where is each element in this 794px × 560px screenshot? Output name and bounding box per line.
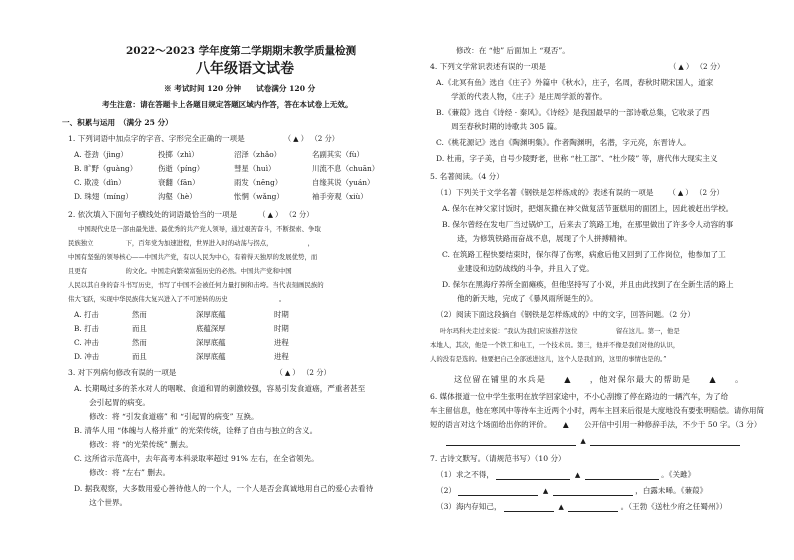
q6-line: 6. 媒体报道一位中学生张明在放学回家途中，不小心刮擦了停在路边的一辆汽车，为了给	[430, 392, 729, 401]
q2-opt: 深厚底蕴	[196, 338, 226, 347]
answer-blank[interactable]	[568, 503, 618, 512]
q2-passage-line: 且更有 的文化。中国走向繁荣富强历史的必然。中国共产党和中国	[68, 267, 292, 275]
q2-opt: D. 冲击	[74, 352, 100, 361]
q5-line: B. 保尔曾经在发电厂当过锅炉工，后来去了筑路工地，在那里做出了许多令人动容的事	[442, 220, 734, 229]
q5-line: 迹，为修筑铁路而奋战不息，展现了个人拼搏精神。	[442, 234, 632, 243]
q7-item	[436, 502, 727, 512]
q4-line: 周至春秋时期的诗歌共 305 篇。	[436, 122, 562, 131]
notice: 考生注意：请在答题卡上各题目规定答题区域内作答，答在本试卷上无效。	[102, 100, 353, 109]
answer-mark: ▲	[677, 189, 684, 197]
q2-opt: 然而	[132, 338, 147, 347]
q3-line: D. 据我观察，大多数用爱心善待他人的一个人，一个人是否会真诚地用自己的爱心去看待	[74, 484, 374, 493]
answer-blank[interactable]	[458, 487, 538, 496]
answer-mark: ▲	[580, 437, 586, 445]
q2-stem: 2. 依次填入下面句子横线处的词语最恰当的一项是 （ ▲ ） （2 分）	[68, 210, 314, 219]
q3-line: 会引起胃的病变。	[74, 398, 150, 407]
q2-opt: 时期	[274, 310, 289, 319]
q1-opt: D. 珠翅（míng）	[74, 192, 133, 201]
q4-line: C.《桃花源记》选自《陶渊明集》。作者陶渊明，名潜，字元亮，东晋诗人。	[436, 138, 691, 147]
q2-options	[74, 310, 374, 366]
answer-blank[interactable]	[446, 437, 576, 446]
q7-item-left: （1）求之不得，	[436, 470, 494, 479]
q3-stem-text: 3. 对下列病句修改有误的一项是	[68, 368, 177, 377]
answer-blank[interactable]	[585, 471, 659, 480]
q4-line: 学派的代表人物，《庄子》是庄周学派的著作。	[436, 92, 607, 101]
q2-opt: 深厚底蕴	[196, 352, 226, 361]
q4-line: D. 杜甫，字子美，自号少陵野老，世称 “杜工部”、“杜少陵” 等，唐代伟大现实主义	[436, 154, 718, 163]
q1-opt: 自缘其说（yuán）	[312, 178, 375, 187]
q1-opt: C. 欺凌（dìn）	[74, 178, 126, 187]
answer-mark: ▲	[678, 63, 684, 71]
q5-line: D. 保尔在黑海疗养所全面瘫痪，但他坚持写了小说，并且由此找到了在全新生活的路上	[442, 280, 734, 289]
q1-score: （2 分）	[310, 134, 339, 143]
q2-opt: 然而	[132, 310, 147, 319]
q7-item	[436, 486, 707, 496]
q3-score: （2 分）	[302, 368, 331, 377]
q1-opt: 雨发（nēng）	[234, 178, 283, 187]
q2-passage-line: 中国有坚强的领导核心——中国共产党，有以人民为中心，有着得天独厚的发展优势，而	[68, 253, 318, 261]
answer-blank[interactable]	[553, 487, 633, 496]
q1-opt: 怅惘（wǎng）	[234, 192, 284, 201]
exam-subtitle: 八年级语文试卷	[196, 61, 294, 77]
q2-opt: 而且	[132, 352, 147, 361]
q3-line: 修改：将 “左右” 删去。	[74, 468, 171, 477]
section-heading: 一、积累与运用 （满分 25 分）	[62, 118, 173, 127]
q3-fix-continued: 修改：在 “他” 后面加上 “观否”。	[456, 46, 570, 55]
q5-stem: 5. 名著阅读。（4 分）	[430, 172, 504, 181]
q1-opt: 投掷（zhì）	[158, 150, 199, 159]
q1-opt: 名副其实（fù）	[312, 150, 364, 159]
q2-stem-text: 2. 依次填入下面句子横线处的词语最恰当的一项是	[68, 210, 238, 219]
q5-passage-line: 本地人，其次，他是一个铁工和电工，一个技术员。第三，他并不像是我们对他的认识，	[430, 341, 680, 349]
q7-item-left: （2）	[436, 486, 457, 495]
q2-opt: C. 冲击	[74, 338, 99, 347]
answer-mark: ▲	[542, 487, 549, 495]
q5-line: C. 在筑路工程快要结束时，保尔得了伤寒，病愈后他又回到了工作岗位，他参加了工	[442, 250, 726, 259]
q1-opt: 袖手旁观（xiù）	[312, 192, 368, 201]
q5-line: 他的新天地，完成了《暴风雨所诞生的》。	[442, 294, 598, 303]
q7-item-right: 。《关雎》	[661, 470, 696, 479]
answer-blank[interactable]	[504, 503, 554, 512]
q3-stem: 3. 对下列病句修改有误的一项是 （ ▲ ） （2 分）	[68, 368, 331, 377]
q6-line: 短的语言对这个场面给出你的评价。 ▲ 公开信中引用一种修辞手法，不少于 50 字。（3 分）	[430, 420, 762, 429]
answer-blank[interactable]	[496, 471, 570, 480]
q1-opt: A. 苍劲（jìng）	[74, 150, 128, 159]
q3-line: 修改：将 “的光荣传统” 删去。	[74, 440, 193, 449]
exam-title: 2022～2023 学年度第二学期期末教学质量检测	[126, 45, 357, 57]
q2-passage-line: 人民以其自身的奋斗书写历史，书写了中国不会被任何力量打倒和击垮。当代表刻画民族的	[68, 281, 324, 289]
q2-passage-line: 民族独立 下，百年党为加速进程，世界进入时的动荡与拐点， ，	[68, 239, 315, 247]
q2-opt: 进程	[274, 338, 289, 347]
q1-options	[74, 150, 404, 206]
q4-line: A.《北冥有鱼》选自《庄子》外篇中《秋水》，庄子，名周，春秋时期宋国人，道家	[436, 78, 714, 87]
q4-score: （2 分）	[695, 62, 725, 71]
q7-item	[436, 470, 695, 480]
q1-opt: 衰翻（fān）	[158, 178, 200, 187]
answer-mark: ▲	[284, 369, 291, 377]
q1-opt: 沟壑（hè）	[158, 192, 197, 201]
q3-line: 修改：将 “引发食道癌” 和 “引起胃的病变” 互换。	[74, 412, 259, 421]
answer-mark: ▲	[574, 471, 581, 479]
answer-blank[interactable]	[590, 437, 740, 446]
q2-opt: A. 打击	[74, 310, 99, 319]
q5-line: A. 保尔在神父家讨饭时，把烟灰撒在神父做复活节蛋糕用的面团上，因此被赶出学校。	[442, 204, 734, 213]
q1-opt: 川流不息（chuān）	[312, 164, 380, 173]
q5-fill: 这位留在铺里的水兵是 ▲ ，他对保尔最大的帮助是 ▲ 。	[454, 374, 745, 384]
q7-item-right: ，白露未晞。《蒹葭》	[635, 486, 708, 495]
q3-line: A. 长期喝过多的茶水对人的咽喉、食道和胃的刺激较强，容易引发食道癌，严重者甚至	[74, 384, 366, 393]
q2-opt: 底蕴深厚	[196, 324, 226, 333]
q7-stem: 7. 古诗文默写。（请规范书写）（10 分）	[430, 454, 566, 463]
q4-stem: 4. 下列文学常识表述有误的一项是 （ ▲ ） （2 分）	[430, 62, 725, 71]
q2-opt: 时期	[274, 324, 289, 333]
q1-opt: 伤逝（píng）	[158, 164, 205, 173]
q6-answer-line[interactable]	[446, 436, 740, 446]
q2-opt: 深厚底蕴	[196, 310, 226, 319]
q5-sub1: （1）下列关于文学名著《钢铁是怎样炼成的》表述有误的一项是 （ ▲ ） （2 分）	[436, 188, 724, 197]
q7-item-right: 。（王勃《送杜少府之任蜀州》）	[620, 502, 727, 511]
q5-sub2: （2）阅读下面这段摘自《钢铁是怎样炼成的》中的文字，回答问题。（2 分）	[436, 310, 695, 319]
q1-opt: B. 旷野（guàng）	[74, 164, 138, 173]
q4-line: B.《蒹葭》选自《诗经 · 秦风》。《诗经》是我国最早的一部诗歌总集，它收录了西	[436, 108, 710, 117]
q3-line: C. 这所省示范高中，去年高考本科录取率超过 91% 左右，在全省领先。	[74, 454, 319, 463]
q2-passage-line: 中国现代史是一部由最先进、最优秀的共产党人领导，通过艰苦奋斗，不断探索、争取	[78, 225, 321, 233]
q2-score: （2 分）	[284, 210, 314, 219]
q1-stem: 1. 下列词语中加点字的字音、字形完全正确的一项是 （ ▲ ） （2 分）	[68, 134, 339, 143]
q5-passage-line: 叶尔玛科夫走过来说：“我认为我们应该推荐这位 留在这儿。第一，他是	[440, 327, 680, 335]
q1-opt: 彗星（huì）	[234, 164, 276, 173]
q1-stem-text: 1. 下列词语中加点字的字音、字形完全正确的一项是	[68, 134, 245, 143]
q3-line: 这个世界。	[74, 498, 128, 507]
answer-mark: ▲	[293, 135, 299, 143]
q5-sub1-text: （1）下列关于文学名著《钢铁是怎样炼成的》表述有误的一项是	[436, 188, 654, 197]
q6-line: 车主留信息，他在寒风中等待车主近两个小时，两车主回来后很是大度地没有要张明赔偿。请你用简	[430, 406, 765, 415]
q2-opt: B. 打击	[74, 324, 99, 333]
q1-opt: 沼泽（zhǎo）	[234, 150, 282, 159]
q5-line: 业建设和边防战线的斗争，并且入了党。	[442, 264, 594, 273]
q7-item-left: （3）海内存知己，	[436, 502, 502, 511]
q3-line: B. 清华人用 “体魄与人格并重” 的光荣传统，诠释了自由与独立的含义。	[74, 426, 318, 435]
answer-mark: ▲	[267, 211, 273, 219]
q2-opt: 而且	[132, 324, 147, 333]
q2-opt: 进程	[274, 352, 289, 361]
answer-mark: ▲	[558, 503, 564, 511]
q5-passage-line: 人的没有是选的。他要把自己全部送进这儿，这个人是我们的，这里的事情也是的。”	[430, 355, 667, 363]
q2-passage-line: 伟大飞跃，实现中华民族伟大复兴进入了不可逆转的历史 。	[68, 295, 286, 303]
time-info: ※ 考试时间 120 分钟 试卷满分 120 分	[164, 84, 316, 93]
q5-score: （2 分）	[695, 188, 724, 197]
q4-stem-text: 4. 下列文学常识表述有误的一项是	[430, 62, 546, 71]
